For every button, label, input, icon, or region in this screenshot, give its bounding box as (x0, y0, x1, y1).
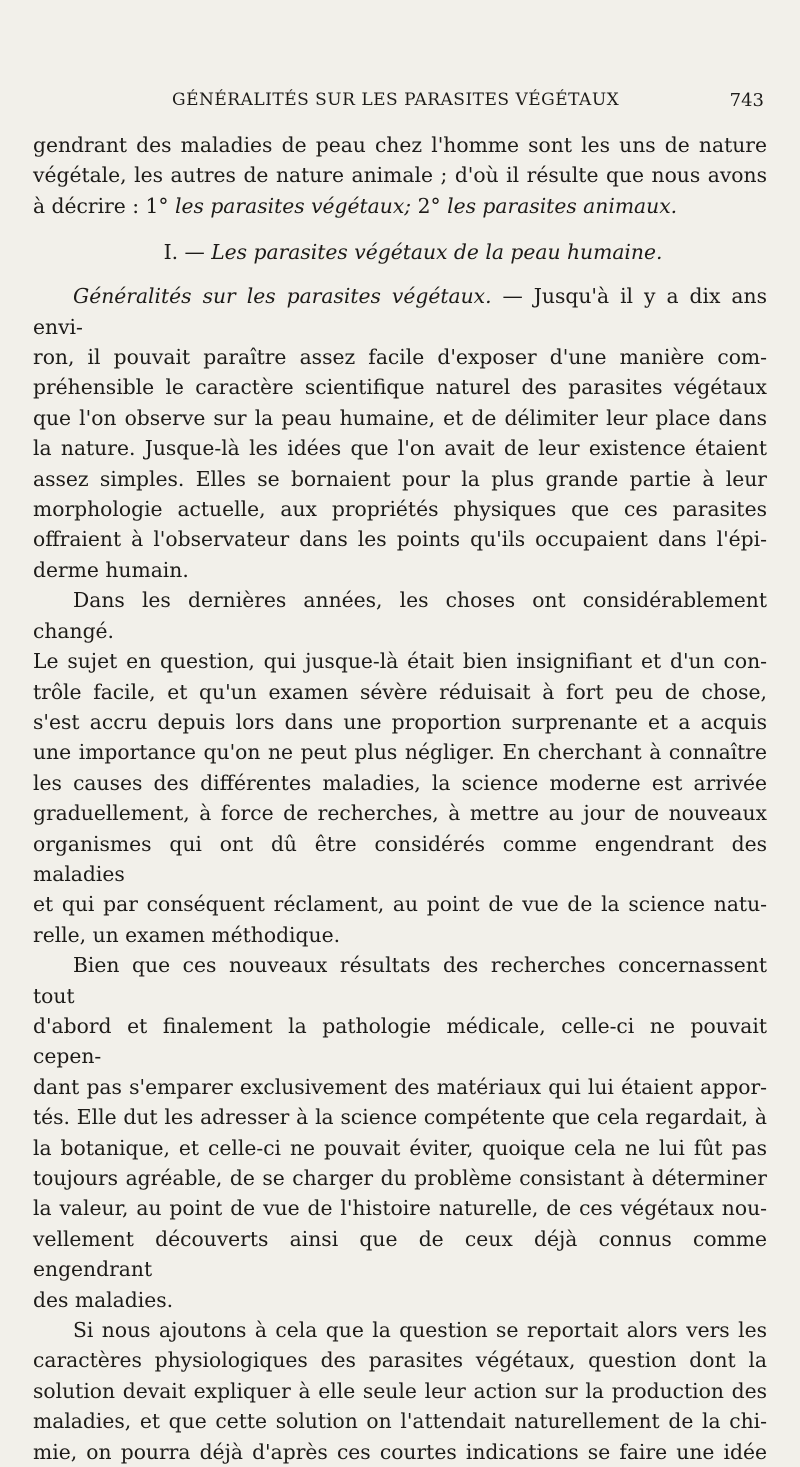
paragraph-lead: Généralités sur les parasites végétaux. (73, 284, 492, 309)
paragraph-4 (33, 1315, 767, 1467)
text-line: vellement découverts ainsi que de ceux déjà connus comme engendrant (33, 1226, 767, 1282)
text-line: la valeur, au point de vue de l'histoire naturelle, de ces végétaux nou- (33, 1196, 767, 1221)
section-number: I. — (163, 240, 212, 265)
running-title: GÉNÉRALITÉS SUR LES PARASITES VÉGÉTAUX (172, 90, 620, 110)
text-span: 2° (411, 193, 448, 218)
page-number: 743 (729, 90, 764, 111)
text-line: derme humain. (33, 557, 189, 582)
text-line: caractères physiologiques des parasites végétaux, question dont la (33, 1348, 767, 1373)
running-head (30, 90, 770, 116)
text-line: graduellement, à force de recherches, à mettre au jour de nouveaux (33, 801, 767, 826)
text-line: des maladies. (33, 1287, 174, 1312)
text-line: toujours agréable, de se charger du problème consistant à déterminer (33, 1166, 767, 1190)
text-line: d'abord et finalement la pathologie médicale, celle-ci ne pouvait cepen- (33, 1013, 767, 1069)
text-line: que l'on observe sur la peau humaine, et de délimiter leur place dans (33, 405, 767, 430)
text-line: végétale, les autres de nature animale ; d'où il résulte que nous avons (33, 163, 767, 188)
body-text (33, 130, 767, 1467)
text-line: dant pas s'emparer exclusivement des matériaux qui lui étaient appor- (33, 1074, 767, 1099)
text-line: tés. Elle dut les adresser à la science compétente que cela regardait, à (33, 1105, 767, 1130)
text-line: et qui par conséquent réclament, au point de vue de la science natu- (33, 892, 767, 917)
text-line: organismes qui ont dû être considérés comme engendrant des maladies (33, 831, 767, 886)
text-line: Si nous ajoutons à cela que la question se reportait alors vers les (73, 1318, 767, 1343)
italic-span: les parasites végétaux; (174, 193, 412, 218)
italic-span: les parasites animaux. (447, 193, 678, 218)
text-line: s'est accru depuis lors dans une proportion surprenante et a acquis (33, 709, 767, 734)
text-line (33, 191, 767, 221)
text-line: gendrant des maladies de peau chez l'homme sont les uns de nature (33, 133, 767, 157)
paragraph-1 (33, 281, 767, 585)
paragraph-continuation (33, 130, 767, 221)
text-line: Bien que ces nouveaux résultats des recherches concernassent tout (33, 953, 767, 1008)
text-line: relle, un examen méthodique. (33, 922, 341, 947)
section-title: Les parasites végétaux de la peau humaine. (211, 240, 663, 265)
text-line: Dans les dernières années, les choses ont considérablement changé. (33, 588, 767, 643)
text-line: offraient à l'observateur dans les points qu'ils occupaient dans l'épi- (33, 527, 767, 552)
text-line: trôle facile, et qu'un examen sévère réduisait à fort peu de chose, (33, 679, 767, 704)
text-line: Le sujet en question, qui jusque-là était bien insignifiant et d'un con- (33, 649, 767, 674)
text-span: — Jusqu'à il y a dix ans envi- (33, 284, 767, 339)
text-span: à décrire : 1° (33, 193, 175, 218)
text-line: la nature. Jusque-là les idées que l'on avait de leur existence étaient (33, 436, 767, 461)
text-line: solution devait expliquer à elle seule leur action sur la production des (33, 1378, 767, 1403)
text-line: ron, il pouvait paraître assez facile d'exposer d'une manière com- (33, 345, 767, 370)
text-line: une importance qu'on ne peut plus négliger. En cherchant à connaître (33, 740, 767, 765)
paragraph-3 (33, 950, 767, 1315)
paragraph-2 (33, 585, 767, 950)
text-line: mie, on pourra déjà d'après ces courtes indications se faire une idée (33, 1439, 767, 1464)
text-line: maladies, et que cette solution on l'attendait naturellement de la chi- (33, 1409, 767, 1434)
text-line: la botanique, et celle-ci ne pouvait éviter, quoique cela ne lui fût pas (33, 1135, 767, 1160)
text-line: préhensible le caractère scientifique naturel des parasites végétaux (33, 375, 767, 400)
text-line: assez simples. Elles se bornaient pour la plus grande partie à leur (33, 466, 767, 491)
text-line (33, 281, 767, 342)
text-line: les causes des différentes maladies, la science moderne est arrivée (33, 770, 767, 795)
text-line: morphologie actuelle, aux propriétés physiques que ces parasites (33, 497, 767, 522)
section-heading (33, 237, 767, 267)
